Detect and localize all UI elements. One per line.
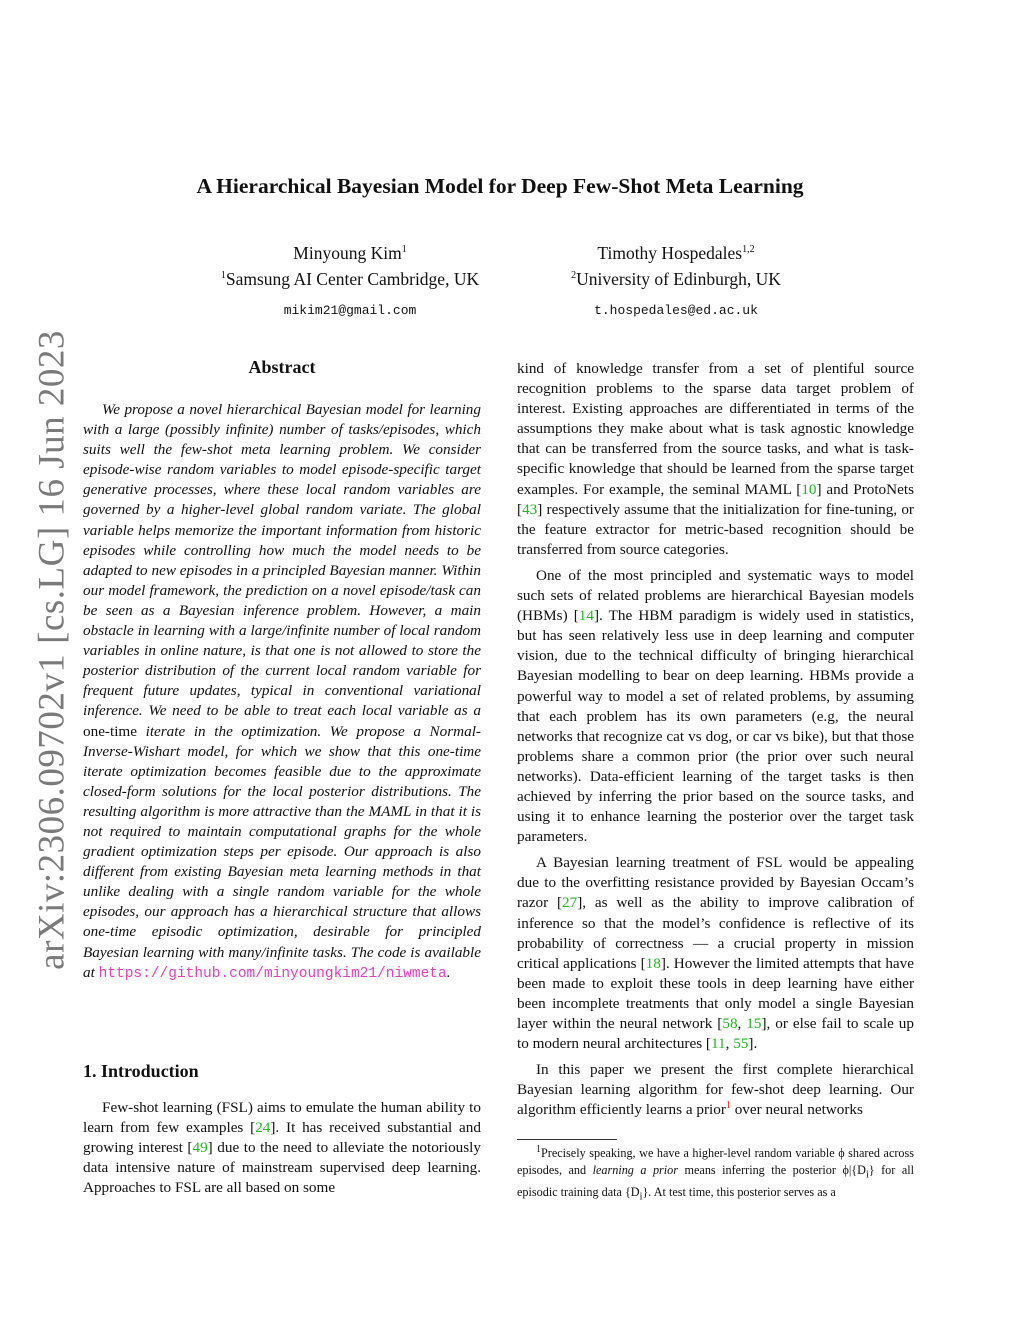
citation-link[interactable]: 18 (645, 954, 661, 972)
author-affiliation-1: $^1$Samsung AI Center Cambridge, UK (220, 269, 480, 289)
footnote-marker[interactable]: 1 (725, 1100, 731, 1112)
author-email-1: mikim21@gmail.com (283, 303, 417, 318)
citation-link[interactable]: 55 (733, 1035, 749, 1053)
code-link[interactable]: https://github.com/minyoungkim21/niwmeta (98, 965, 447, 982)
arxiv-stamp: arXiv:2306.09702v1 [cs.LG] 16 Jun 2023 (31, 330, 73, 970)
footnote: $^1$Precisely speaking, we have a higher-level random variable ϕ shared across episodes, and learning a prior means inferring the posterior $\phi|\{D_i\}$ for all episodic training data $\{D_i\}$. At test time, this posterior serves as a (517, 1143, 914, 1203)
author-name-1: Minyoung Kim$^1$ (293, 243, 407, 263)
citation-link[interactable]: 43 (522, 500, 538, 518)
introduction-left-text: Few-shot learning (FSL) aims to emulate the human ability to learn from few examples [24]. It has received substantial and growing interest [49] due to the need to alleviate the notoriously data intensive nature of mainstream supervised deep learning. Approaches to FSL are all based on some (83, 1099, 481, 1197)
author-block-2 (496, 240, 856, 324)
citation-link[interactable]: 27 (562, 894, 578, 912)
footnote-rule (517, 1139, 617, 1140)
introduction-right-text (517, 359, 914, 1126)
citation-link[interactable]: 14 (578, 607, 594, 625)
paragraph: kind of knowledge transfer from a set of plentiful source recognition problems to the sparse data target problem of interest. Existing approaches are differentiated in terms of the assumptions they make about what is task agnostic knowledge that can be transferred from the source tasks, and what is task-specific knowledge that should be learned from the sparse target examples. For example, the seminal MAML [10] and ProtoNets [43] respectively assume that the initialization for fine-tuning, or the feature extractor for metric-based recognition should be transferred from source categories. (517, 360, 914, 558)
paragraph: In this paper we present the first complete hierarchical Bayesian learning algorithm for few-shot deep learning. Our algorithm efficiently learns a prior$^1$ over neural networks (517, 1061, 914, 1119)
abstract-text: We propose a novel hierarchical Bayesian model for learning with a large (possibly infinite) number of tasks/episodes, which suits well the few-shot meta learning problem. We consider episode-wise random variables to model episode-specific target generative processes, where these local random variables are governed by a higher-level global random variate. The global variable helps memorize the important information from historic episodes while controlling how much the model needs to be adapted to new episodes in a principled Bayesian manner. Within our model framework, the prediction on a novel episode/task can be seen as a Bayesian inference problem. However, a main obstacle in learning with a large/infinite number of local random variables in online nature, is that one is not allowed to store the posterior distribution of the current local random variable for frequent future updates, typical in conventional variational inference. We need to be able to treat each local variable as a one-time iterate in the optimization. We propose a Normal-Inverse-Wishart model, for which we show that this one-time iterate optimization becomes feasible due to the approximate closed-form solutions for the local posterior distributions. The resulting algorithm is more attractive than the MAML in that it is not required to maintain computational graphs for the whole gradient optimization steps per episode. Our approach is also different from existing Bayesian meta learning methods in that unlike dealing with a single random variable for the whole episodes, our approach has a hierarchical structure that allows one-time episodic optimization, desirable for principled Bayesian learning with many/infinite tasks. The code is available at https://github.com/minyoungkim21/niwmeta. (83, 401, 481, 982)
author-name-2: Timothy Hospedales$^{1,2}$ (597, 243, 755, 263)
citation-link[interactable]: 58 (722, 1015, 738, 1032)
author-email-2: t.hospedales@ed.ac.uk (594, 303, 758, 318)
paper-title: A Hierarchical Bayesian Model for Deep Few-Shot Meta Learning (196, 174, 804, 198)
citation-link[interactable]: 24 (255, 1119, 271, 1137)
citation-link[interactable]: 10 (801, 480, 817, 498)
paragraph: One of the most principled and systematic ways to model such sets of related problems are hierarchical Bayesian models (HBMs) [14]. The HBM paradigm is widely used in statistics, but has seen relatively less use in deep learning and computer vision, due to the technical difficulty of bringing hierarchical Bayesian modelling to bear on deep learning. HBMs provide a powerful way to model a set of related problems, by assuming that each problem has its own parameters (e.g, the neural networks that recognize cat vs dog, or car vs bike), but that those problems share a common prior (the prior over such neural networks). Data-efficient learning of the target tasks is then achieved by inferring the prior based on the source tasks, and using it to enhance learning the posterior over the target task parameters. (517, 566, 915, 846)
citation-link[interactable]: 49 (192, 1139, 208, 1157)
abstract-heading: Abstract (248, 357, 316, 377)
citation-link[interactable]: 15 (746, 1015, 762, 1032)
author-block-1 (170, 240, 530, 324)
citation-link[interactable]: 11 (710, 1035, 726, 1053)
paragraph: A Bayesian learning treatment of FSL would be appealing due to the overfitting resistance provided by Bayesian Occam’s razor [27], as well as the ability to improve calibration of inference so that the model’s confidence is reflective of its probability of correctness — a crucial property in mission critical applications [18]. However the limited attempts that have been made to exploit these tools in deep learning have either been incomplete treatments that only model a single Bayesian layer within the neural network [58, 15], or else fail to scale up to modern neural architectures [11, 55]. (517, 854, 915, 1053)
section-heading-introduction: 1. Introduction (83, 1061, 199, 1081)
author-affiliation-2: $^2$University of Edinburgh, UK (571, 269, 781, 289)
